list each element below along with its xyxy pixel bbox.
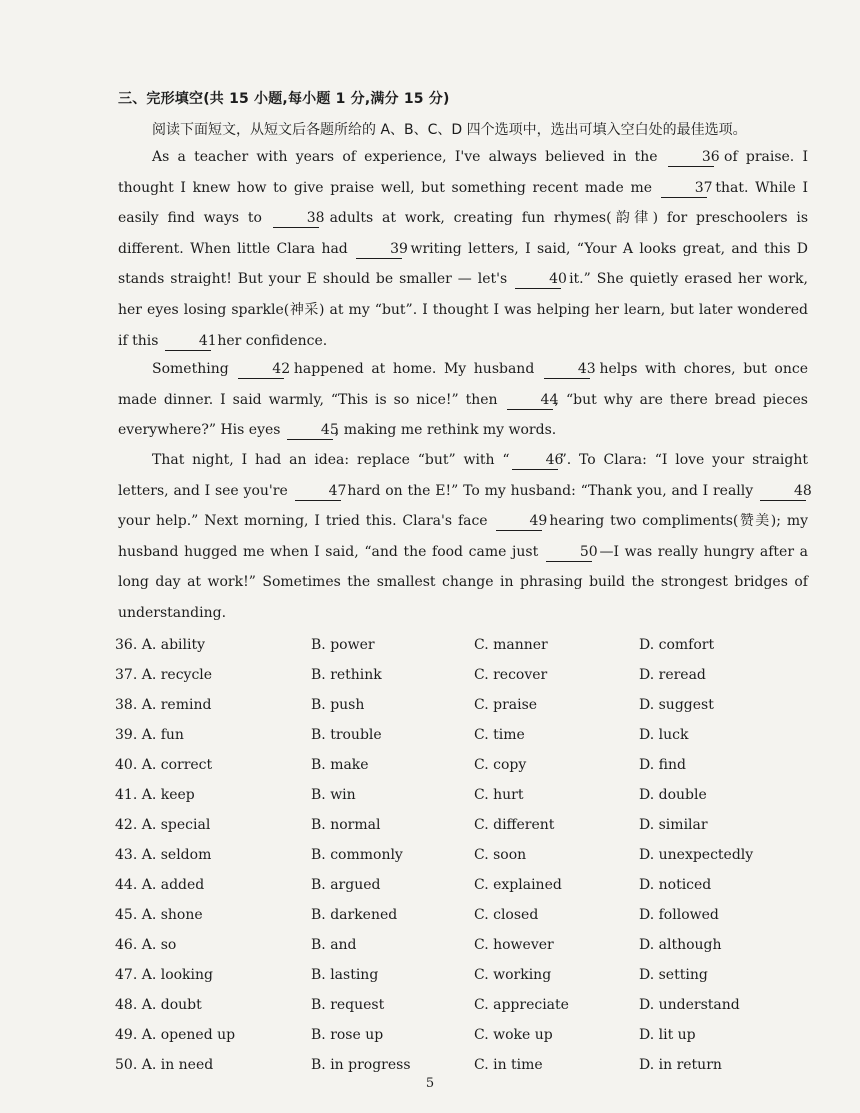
paragraph-text bbox=[118, 354, 808, 446]
blank-48[interactable]: 48 bbox=[760, 482, 806, 501]
option-row bbox=[115, 840, 815, 870]
option-d: D. understand bbox=[639, 997, 740, 1013]
blank-40[interactable]: 40 bbox=[515, 270, 561, 289]
option-a: 48. A. doubt bbox=[115, 997, 202, 1013]
passage-text: hard on the E!” To my husband: “Thank you, and I really bbox=[342, 482, 758, 499]
option-b: B. trouble bbox=[311, 727, 382, 743]
option-b: B. argued bbox=[311, 877, 381, 893]
option-b: B. win bbox=[311, 787, 356, 803]
section-instruction: 阅读下面短文，从短文后各题所给的 A、B、C、D 四个选项中，选出可填入空白处的最佳选项。 bbox=[152, 122, 747, 138]
option-b: B. rethink bbox=[311, 667, 382, 683]
option-row bbox=[115, 630, 815, 660]
option-b: B. and bbox=[311, 937, 357, 953]
option-d: D. followed bbox=[639, 907, 719, 923]
blank-42[interactable]: 42 bbox=[238, 360, 284, 379]
option-a: 46. A. so bbox=[115, 937, 177, 953]
passage-text: that. While I easily find ways to bbox=[118, 179, 809, 227]
blank-50[interactable]: 50 bbox=[546, 543, 592, 562]
option-a: 38. A. remind bbox=[115, 697, 212, 713]
option-row bbox=[115, 750, 815, 780]
passage-text: , “but why are there bread pieces everywhere?” His eyes bbox=[118, 391, 808, 439]
option-c: C. explained bbox=[474, 877, 562, 893]
option-c: C. praise bbox=[474, 697, 538, 713]
option-b: B. power bbox=[311, 637, 375, 653]
option-c: C. different bbox=[474, 817, 555, 833]
passage-text: ”. To Clara: “I love your straight letters, and I see you're bbox=[118, 452, 809, 499]
option-c: C. in time bbox=[474, 1057, 543, 1073]
page-number: 5 bbox=[425, 1076, 435, 1091]
passage-paragraph-3 bbox=[118, 445, 812, 629]
passage-text: Something bbox=[152, 361, 237, 377]
option-row bbox=[115, 960, 815, 990]
option-row bbox=[115, 870, 815, 900]
option-a: 50. A. in need bbox=[115, 1057, 214, 1073]
blank-36[interactable]: 36 bbox=[668, 148, 714, 167]
option-c: C. manner bbox=[474, 637, 548, 653]
option-c: C. time bbox=[474, 727, 525, 743]
option-d: D. in return bbox=[639, 1057, 722, 1073]
option-c: C. appreciate bbox=[474, 997, 569, 1013]
option-c: C. soon bbox=[474, 847, 527, 863]
option-d: D. unexpectedly bbox=[639, 847, 754, 863]
option-a: 44. A. added bbox=[115, 877, 205, 893]
passage-text: helps with chores, but once made dinner. I said warmly, “This is so nice!” then bbox=[118, 361, 808, 408]
option-d: D. similar bbox=[639, 817, 708, 833]
option-row bbox=[115, 810, 815, 840]
option-a: 42. A. special bbox=[115, 817, 211, 833]
option-a: 47. A. looking bbox=[115, 967, 213, 983]
option-d: D. comfort bbox=[639, 637, 715, 653]
paragraph-text bbox=[118, 142, 808, 356]
option-c: C. recover bbox=[474, 667, 548, 683]
option-a: 43. A. seldom bbox=[115, 847, 212, 863]
option-c: C. however bbox=[474, 937, 554, 953]
option-d: D. reread bbox=[639, 667, 706, 683]
blank-41[interactable]: 41 bbox=[165, 332, 211, 351]
passage-paragraph-1 bbox=[118, 142, 808, 356]
option-a: 37. A. recycle bbox=[115, 667, 213, 683]
option-a: 36. A. ability bbox=[115, 637, 206, 653]
option-c: C. working bbox=[474, 967, 552, 983]
option-d: D. luck bbox=[639, 727, 689, 743]
option-row bbox=[115, 720, 815, 750]
passage-text: —I was really hungry after a long day at work!” Sometimes the smallest change in phrasing build the strongest bridges of understanding. bbox=[118, 543, 808, 621]
option-b: B. commonly bbox=[311, 847, 403, 863]
answer-options bbox=[115, 630, 815, 1080]
option-b: B. make bbox=[311, 757, 369, 773]
blank-46[interactable]: 46 bbox=[512, 451, 558, 470]
passage-text: your help.” Next morning, I tried this. Clara's face bbox=[118, 513, 494, 530]
paragraph-text bbox=[118, 445, 812, 629]
blank-49[interactable]: 49 bbox=[496, 512, 542, 531]
option-d: D. noticed bbox=[639, 877, 712, 893]
option-b: B. push bbox=[311, 697, 365, 713]
passage-text: That night, I had an idea: replace “but” with “ bbox=[152, 452, 510, 468]
blank-37[interactable]: 37 bbox=[661, 179, 707, 198]
option-b: B. normal bbox=[311, 817, 381, 833]
option-row bbox=[115, 1020, 815, 1050]
option-c: C. hurt bbox=[474, 787, 524, 803]
option-c: C. copy bbox=[474, 757, 527, 773]
option-a: 45. A. shone bbox=[115, 907, 203, 923]
option-d: D. lit up bbox=[639, 1027, 696, 1043]
blank-47[interactable]: 47 bbox=[295, 482, 341, 501]
option-d: D. setting bbox=[639, 967, 708, 983]
option-b: B. request bbox=[311, 997, 385, 1013]
option-a: 40. A. correct bbox=[115, 757, 213, 773]
option-row bbox=[115, 660, 815, 690]
option-d: D. find bbox=[639, 757, 686, 773]
option-b: B. rose up bbox=[311, 1027, 384, 1043]
passage-text: it.” She quietly erased her work, her eyes losing sparkle(神采) at my “but”. I thought I was helping her learn, but later wondered if this bbox=[118, 271, 808, 349]
blank-43[interactable]: 43 bbox=[544, 360, 590, 379]
option-a: 49. A. opened up bbox=[115, 1027, 236, 1043]
option-c: C. closed bbox=[474, 907, 539, 923]
passage-text: , making me rethink my words. bbox=[334, 422, 557, 439]
option-b: B. darkened bbox=[311, 907, 398, 923]
passage-text: of praise. I thought I knew how to give praise well, but something recent made me bbox=[118, 149, 808, 196]
passage-paragraph-2 bbox=[118, 354, 808, 446]
option-b: B. in progress bbox=[311, 1057, 411, 1073]
option-b: B. lasting bbox=[311, 967, 379, 983]
option-row bbox=[115, 690, 815, 720]
passage-text: As a teacher with years of experience, I've always believed in the bbox=[152, 149, 666, 165]
option-d: D. double bbox=[639, 787, 707, 803]
option-row bbox=[115, 930, 815, 960]
passage-text: hearing two compliments(赞美); my husband hugged me when I said, “and the food came just bbox=[118, 513, 809, 560]
option-c: C. woke up bbox=[474, 1027, 553, 1043]
option-a: 39. A. fun bbox=[115, 727, 184, 743]
option-a: 41. A. keep bbox=[115, 787, 195, 803]
blank-45[interactable]: 45 bbox=[287, 421, 333, 440]
option-row bbox=[115, 780, 815, 810]
blank-38[interactable]: 38 bbox=[273, 209, 319, 228]
blank-39[interactable]: 39 bbox=[356, 240, 402, 259]
option-d: D. suggest bbox=[639, 697, 714, 713]
passage-text: writing letters, I said, “Your A looks great, and this D stands straight! But your E should be smaller — let's bbox=[118, 240, 808, 288]
passage-text: happened at home. My husband bbox=[286, 361, 542, 377]
blank-44[interactable]: 44 bbox=[507, 391, 553, 410]
option-row bbox=[115, 900, 815, 930]
option-d: D. although bbox=[639, 937, 722, 953]
section-heading: 三、完形填空(共 15 小题,每小题 1 分,满分 15 分) bbox=[118, 91, 450, 107]
option-row bbox=[115, 990, 815, 1020]
passage-text: her confidence. bbox=[212, 332, 328, 349]
passage-text: adults at work, creating fun rhymes(韵律) for preschoolers is different. When little Clara had bbox=[118, 210, 809, 257]
